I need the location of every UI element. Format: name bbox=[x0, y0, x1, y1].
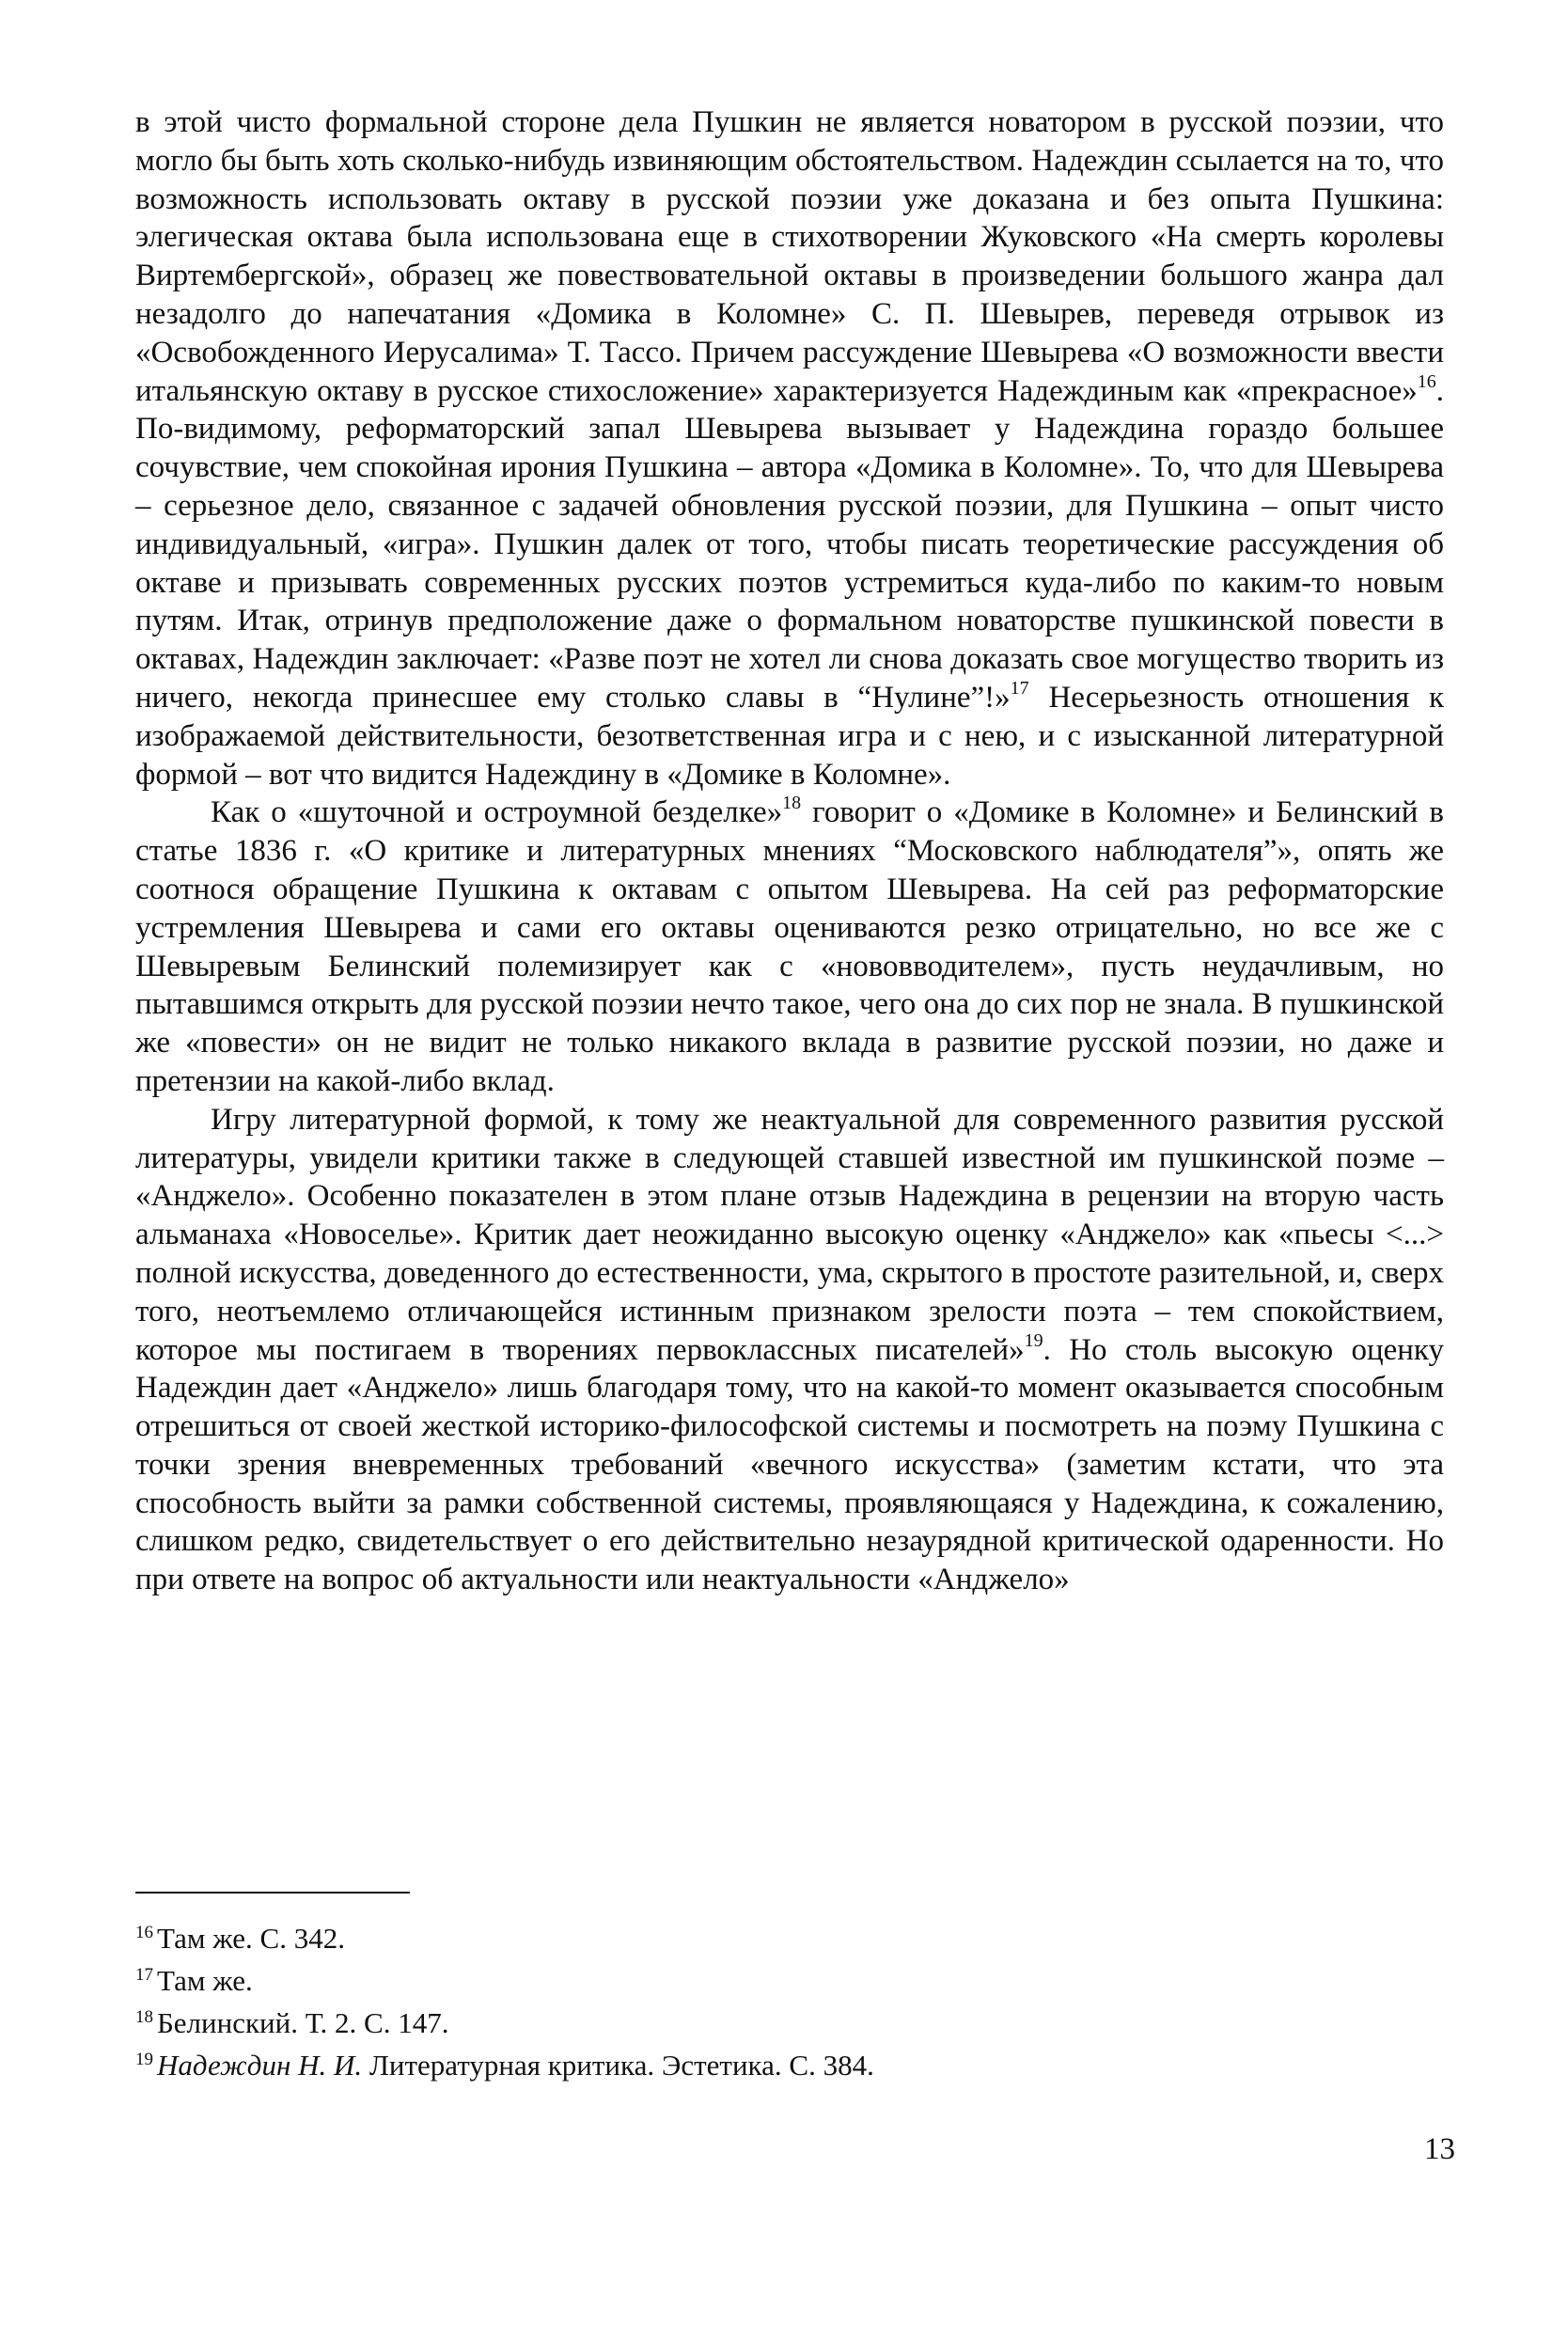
footnote-text: Там же. С. 342. bbox=[157, 1922, 345, 1955]
footnote-17 bbox=[135, 1962, 1444, 2004]
footnotes bbox=[135, 1920, 1444, 2089]
footnote-18 bbox=[135, 2004, 1444, 2047]
footnote-text: Там же. bbox=[157, 1964, 253, 1997]
paragraph bbox=[135, 794, 1444, 1100]
text-run: . По-видимому, реформаторский запал Шевырева вызывает у Надеждина гораздо большее сочувствие, чем спокойная ирония Пушкина – автора «Домика в Коломне». То, что для Шевырева – серьезное дело, связанное с задачей обновления русской поэзии, для Пушкина – опыт чисто индивидуальный, «игра». Пушкин далек от того, чтобы писать теоретические рассуждения об октаве и призывать современных русских поэтов устремиться куда-либо по каким-то новым путям. Итак, отринув предположение даже о формальном новаторстве пушкинской повести в октавах, Надеждин заключает: «Разве поэт не хотел ли снова доказать свое могущество творить из ничего, некогда принесшее ему столько славы в “Нулине”!» bbox=[135, 373, 1444, 715]
text-run: . Но столь высокую оценку Надеждин дает «Анджело» лишь благодаря тому, что на какой-то момент оказывается способным отрешиться от своей жесткой историко-философской системы и посмотреть на поэму Пушкина с точки зрения вневременных требований «вечного искусства» (заметим кстати, что эта способность выйти за рамки собственной системы, проявляющаяся у Надеждина, к сожалению, слишком редко, свидетельствует о его действительно незаурядной критической одаренности. Но при ответе на вопрос об актуальности или неактуальности «Анджело» bbox=[135, 1332, 1444, 1597]
text-run: Несерьезность отношения к изображаемой действительности, безответственная игра и с нею, и с изысканной литературной формой – вот что видится Надеждину в «Домике в Коломне». bbox=[135, 680, 1444, 792]
text-run: Как о «шуточной и остроумной безделке» bbox=[211, 795, 783, 830]
body-text bbox=[135, 103, 1444, 1599]
text-run: Игру литературной формой, к тому же неактуальной для современного развития русской литературы, увидели критики также в следующей ставшей известной им пушкинской поэме – «Анджело». Особенно показателен в этом плане отзыв Надеждина в рецензии на вторую часть альманаха «Новоселье». Критик дает неожиданно высокую оценку «Анджело» как «пьесы <...> полной искусства, доведенного до естественности, ума, скрытого в простоте разительной, и, сверх того, неотъемлемо отличающейся истинным признаком зрелости поэта – тем спокойствием, которое мы постигаем в творениях первоклассных писателей» bbox=[135, 1102, 1444, 1367]
text-run: в этой чисто формальной стороне дела Пушкин не является новатором в русской поэзии, что могло бы быть хоть сколько-нибудь извиняющим обстоятельством. Надеждин ссылается на то, что возможность использовать октаву в русской поэзии уже доказана и без опыта Пушкина: элегическая октава была использована еще в стихотворении Жуковского «На смерть королевы Виртембергской», образец же повествовательной октавы в произведении большого жанра дал незадолго до напечатания «Домика в Коломне» С. П. Шевырев, переведя отрывок из «Освобожденного Иерусалима» Т. Тассо. Причем рассуждение Шевырева «О возможности ввести итальянскую октаву в русское стихосложение» характеризуется Надеждиным как «прекрасное» bbox=[135, 105, 1444, 408]
footnote-reference: 16 bbox=[1417, 370, 1436, 392]
footnote-number: 19 bbox=[135, 2050, 153, 2069]
footnote-divider bbox=[135, 1892, 410, 1894]
footnote-reference: 17 bbox=[1010, 677, 1029, 699]
footnote-19 bbox=[135, 2047, 1444, 2089]
page-number: 13 bbox=[1424, 2132, 1455, 2166]
footnote-text: Литературная критика. Эстетика. С. 384. bbox=[362, 2049, 874, 2082]
footnote-16 bbox=[135, 1920, 1444, 1962]
paragraph bbox=[135, 1101, 1444, 1599]
paragraph bbox=[135, 103, 1444, 794]
footnote-reference: 18 bbox=[782, 793, 802, 814]
footnote-number: 17 bbox=[135, 1965, 153, 1985]
footnote-text: Белинский. Т. 2. С. 147. bbox=[157, 2006, 449, 2039]
footnote-author: Надеждин Н. И. bbox=[157, 2049, 363, 2082]
footnote-reference: 19 bbox=[1024, 1329, 1043, 1351]
footnote-number: 18 bbox=[135, 2007, 153, 2027]
text-run: говорит о «Домике в Коломне» и Белинский в статье 1836 г. «О критике и литературных мнениях “Московского наблюдателя”», опять же соотнося обращение Пушкина к октавам с опытом Шевырева. На сей раз реформаторские устремления Шевырева и сами его октавы оцениваются резко отрицательно, но все же с Шевыревым Белинский полемизирует как с «нововводителем», пусть неудачливым, но пытавшимся открыть для русской поэзии нечто такое, чего она до сих пор не знала. В пушкинской же «повести» он не видит не только никакого вклада в развитие русской поэзии, но даже и претензии на какой-либо вклад. bbox=[135, 795, 1444, 1098]
footnote-number: 16 bbox=[135, 1923, 153, 1942]
